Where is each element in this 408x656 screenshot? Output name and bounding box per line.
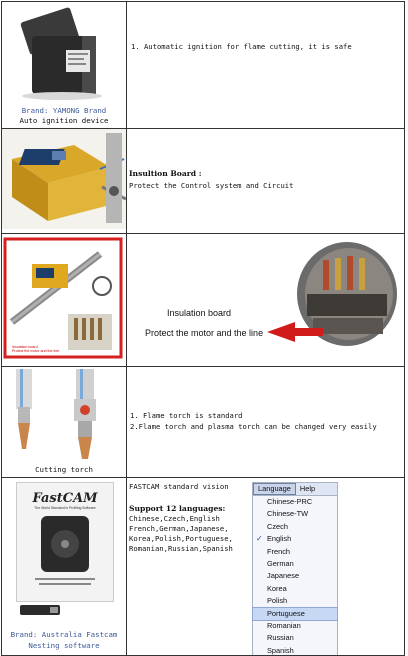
language-menu-item-label: Chinese-TW: [267, 509, 309, 519]
language-menu-tab: Language: [253, 483, 296, 495]
language-menu-item: [253, 645, 337, 656]
control-box-image: [2, 129, 126, 229]
insulation-board-callout: Insulation board: [167, 308, 232, 318]
language-menu-item: [253, 546, 337, 558]
inset-label-line1: Insulation board: [12, 345, 38, 349]
language-menu-item: [253, 521, 337, 533]
insulation-board-heading: Insultion Board :: [129, 169, 202, 178]
usb-dongle-image: [20, 604, 60, 616]
language-menu-item: [253, 496, 337, 508]
insulation-board-text-cell: [127, 129, 405, 234]
fastcam-image-cell: [2, 478, 127, 656]
language-menu-item: [253, 620, 337, 632]
auto-ignition-image-cell: [2, 2, 127, 129]
fastcam-logo: FastCAM: [32, 491, 98, 506]
language-menu-item-label: Korea: [267, 583, 287, 593]
language-menu-item-label: Czech: [267, 521, 288, 531]
inset-label-line2: Protect the motor and the line: [12, 349, 60, 353]
language-menubar: [253, 483, 337, 496]
language-menu-item: [253, 533, 337, 545]
language-list-line2: French,German,Japanese,: [129, 524, 229, 533]
row-insulation-board-control: [2, 129, 405, 234]
language-menu-item: [253, 583, 337, 595]
cutting-torch-image: [2, 369, 126, 465]
checkmark-icon: ✓: [256, 534, 263, 544]
language-menu-item: [253, 558, 337, 570]
language-menu-screenshot: [252, 482, 338, 656]
language-menu-item-label: Russian: [267, 633, 294, 643]
language-menu-item-label: Polish: [267, 596, 288, 606]
help-menu-tab: Help: [299, 484, 316, 493]
language-list-line4: Romanian,Russian,Spanish: [129, 544, 233, 553]
fastcam-brand: Brand: Australia Fastcam: [10, 630, 118, 639]
language-menu-item-label: German: [267, 558, 294, 568]
language-menu-item-label: Chinese-PRC: [267, 497, 313, 506]
cutting-torch-text-cell: [127, 367, 405, 478]
product-spec-table: [1, 1, 405, 656]
row-cutting-torch: [2, 367, 405, 478]
language-list-line3: Korea,Polish,Portuguese,: [129, 534, 233, 543]
language-menu-item-label: Romanian: [267, 620, 301, 630]
protect-motor-callout: Protect the motor and the line: [145, 328, 264, 338]
language-menu-item-label: Spanish: [267, 645, 294, 655]
language-menu-item-label: Portuguese: [267, 608, 305, 618]
control-box-image-cell: [2, 129, 127, 234]
cutting-torch-image-cell: [2, 367, 127, 478]
motor-insulation-image-cell: [127, 234, 405, 367]
language-menu-items: [253, 496, 337, 656]
fastcam-standard-text: FASTCAM standard vision: [129, 482, 229, 491]
cutting-torch-line2: 2.Flame torch and plasma torch can be changed very easily: [130, 422, 377, 431]
language-menu-item: [253, 570, 337, 582]
language-menu-item-label: French: [267, 546, 291, 556]
language-menu-item: [253, 632, 337, 644]
auto-ignition-brand: Brand: YAMONG Brand: [21, 106, 107, 115]
support-languages-label: Support 12 languages:: [129, 504, 226, 513]
cutting-torch-line1: 1. Flame torch is standard: [130, 411, 243, 420]
fastcam-box-image: [16, 482, 114, 602]
language-menu-item-label: English: [267, 534, 292, 544]
row-insulation-board-motor: [2, 234, 405, 367]
row-auto-ignition: [2, 2, 405, 129]
auto-ignition-caption: Auto ignition device: [19, 116, 109, 125]
fastcam-box-subtitle: The World Standard in Profiling Software: [34, 506, 96, 510]
language-menu-item: [253, 608, 337, 620]
language-menu-item: [253, 595, 337, 607]
language-list-line1: Chinese,Czech,English: [129, 514, 220, 523]
row-fastcam: [2, 478, 405, 656]
torch-closeup-image: [127, 234, 405, 362]
fastcam-text-cell: [127, 478, 405, 656]
cutting-torch-caption: Cutting torch: [35, 465, 93, 474]
auto-ignition-text-cell: [127, 2, 405, 129]
machine-inset-label: [12, 345, 59, 353]
insulation-board-text: Protect the Control system and Circuit: [129, 181, 294, 190]
fastcam-caption: Nesting software: [28, 641, 100, 650]
machine-with-inset-image: [2, 234, 126, 362]
auto-ignition-text: 1. Automatic ignition for flame cutting, it is safe: [131, 42, 352, 51]
language-menu-item-label: Japanese: [267, 571, 300, 581]
auto-ignition-device-image: [2, 6, 126, 106]
language-menu-item: [253, 508, 337, 520]
machine-image-cell: [2, 234, 127, 367]
fastcam-disc-image: [17, 510, 113, 590]
